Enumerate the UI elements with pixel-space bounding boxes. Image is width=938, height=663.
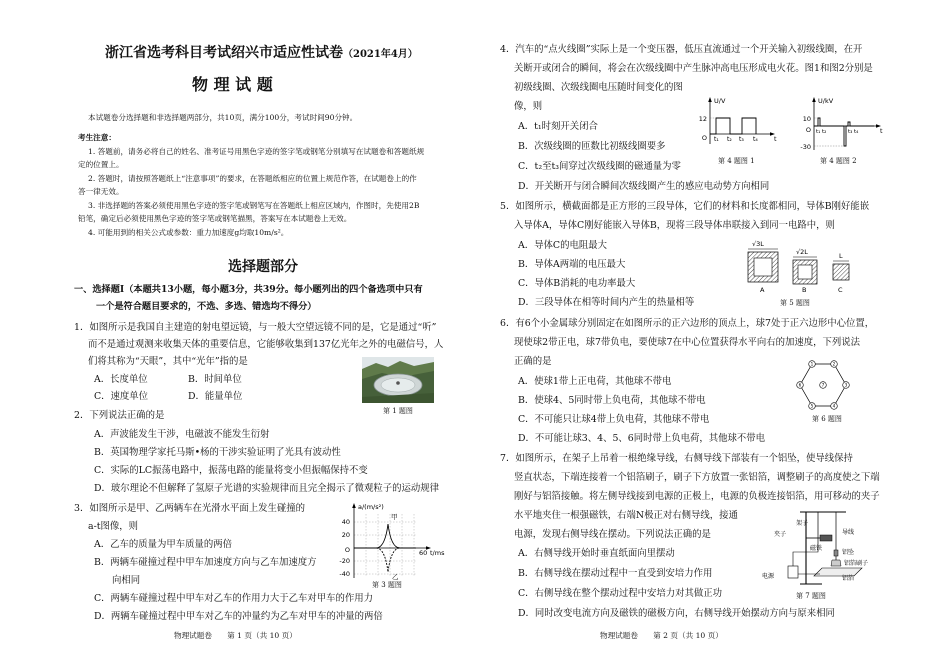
q4-g2-t2: t₂	[822, 129, 827, 135]
q5-label-c: C	[838, 286, 843, 294]
q6-option-d: D．不可能让球3、4、5、6同时带上负电荷，其他球不带电	[518, 433, 766, 444]
q6-stem: 6．有6个小金属球分别固定在如图所示的正六边形的顶点上，球7处于正六边形中心位置，	[500, 318, 875, 329]
q6-ball-6: 6	[798, 382, 802, 388]
q7-stem: 刚好与铝箔接触。将左侧导线接到电源的正极上，电源的负极连接铝箔，用可移动的夹子	[514, 491, 880, 502]
q4-g2-t1: t₁	[816, 129, 821, 135]
q3-option-d: D．两辆车碰撞过程中甲车对乙车的冲量约为乙车对甲车的冲量的两倍	[94, 611, 383, 622]
q7-label-wire: 导线	[842, 529, 855, 536]
note-line: 4. 可能用到的相关公式或参数：重力加速度g均取10m/s²。	[88, 228, 289, 237]
q7-option-b: B．右侧导线在摆动过程中一直受到安培力作用	[518, 568, 713, 579]
q4-g2-t3: t₃	[848, 129, 853, 135]
q6-hexagon	[794, 360, 852, 410]
q5-label-a: A	[760, 286, 765, 294]
q2-option-c: C．实际的LC振荡电路中，振荡电路的能量将变小但振幅保持不变	[94, 465, 368, 476]
note-line: 答一律无效。	[78, 187, 124, 196]
q5-dim-c: L	[839, 252, 843, 260]
q6-ball-5: 5	[810, 403, 814, 409]
q4-g1-tlabel: t	[774, 135, 777, 143]
q4-option-d: D．开关断开与闭合瞬间次级线圈产生的感应电动势方向相同	[518, 181, 770, 192]
q7-stem: 水平地夹住一根强磁铁，右端N极正对右侧导线，接通	[514, 510, 738, 521]
exam-title-text: 浙江省选考科目考试绍兴市适应性试卷	[105, 45, 343, 61]
q5-caption: 第 5 题图	[780, 299, 810, 307]
q7-apparatus	[762, 504, 880, 596]
q7-label-weight: 铝坠	[842, 549, 855, 556]
q6-ball-4: 4	[832, 403, 836, 409]
note-line: 2. 答题时，请按照答题纸上“注意事项”的要求，在答题纸相应的位置上规范作答，在试题卷上的作	[88, 174, 417, 183]
q5-option-d: D．三段导体在相等时间内产生的热量相等	[518, 297, 695, 308]
q4-g2-ytick-bot: -30	[800, 143, 811, 151]
q3-xtick: 60	[419, 549, 428, 557]
q4-g1-t4: t₄	[753, 136, 758, 143]
note-line: 定的位置上。	[78, 160, 124, 169]
q3-label-jia: 甲	[391, 513, 398, 521]
q5-label-b: B	[802, 286, 807, 294]
note-line: 铅笔，确定后必须使用黑色字迹的签字笔或钢笔描黑，答案写在本试题卷上无效。	[78, 214, 352, 223]
notes-heading: 考生注意：	[78, 133, 116, 142]
q7-option-d: D．同时改变电流方向及磁铁的磁极方向，右侧导线开始摆动方向与原来相同	[518, 608, 835, 619]
q2-option-a: A．声波能发生干涉，电磁波不能发生衍射	[94, 429, 270, 440]
q4-graph1	[694, 94, 780, 154]
exam-subject: 物 理 试 题	[192, 75, 273, 94]
q4-g1-ytick: 12	[698, 115, 707, 123]
q1-option-c: C．速度单位	[94, 391, 149, 402]
q7-label-source: 电源	[762, 573, 775, 580]
q3-stem: a-t图像，则	[88, 521, 139, 532]
q3-at-graph	[336, 500, 452, 580]
q4-g2-ylabel: U/kV	[818, 97, 834, 105]
q3-stem: 3．如图所示是甲、乙两辆车在光滑水平面上发生碰撞的	[74, 503, 305, 514]
q1-stem: 们将其称为“天眼”，其中“光年”指的是	[88, 356, 248, 367]
q2-stem: 2．下列说法正确的是	[74, 410, 165, 421]
q4-caption-1: 第 4 题图 1	[718, 157, 755, 165]
q7-option-c: C．右侧导线在整个摆动过程中安培力对其做正功	[518, 588, 723, 599]
q4-stem: 4．汽车的“点火线圈”实际上是一个变压器，低压直流通过一个开关输入初级线圈，在开	[500, 44, 863, 55]
exam-intro: 本试题卷分选择题和非选择题两部分，共10页，满分100分，考试时间90分钟。	[88, 113, 358, 122]
q6-ball-3: 3	[844, 382, 848, 388]
q3-ytick: -20	[339, 557, 350, 565]
q7-option-a: A．右侧导线开始时垂直纸面向里摆动	[518, 548, 675, 559]
q5-dim-a: √3L	[752, 240, 764, 248]
note-line: 3. 非选择题的答案必须使用黑色字迹的签字笔或钢笔写在答题纸上相应区域内，作图时，先使用2B	[88, 201, 420, 210]
q3-label-yi: 乙	[392, 573, 399, 580]
q4-g1-t2: t₂	[727, 136, 732, 143]
q3-ytick: 20	[341, 531, 350, 539]
q6-option-c: C．不可能只让球4带上负电荷，其他球不带电	[518, 414, 710, 425]
q1-option-d: D．能量单位	[188, 391, 243, 402]
q6-ball-2: 2	[832, 361, 836, 367]
q4-g2-tlabel: t	[880, 127, 883, 135]
q4-g2-ytick-top: 10	[802, 115, 811, 123]
note-line: 1. 答题前，请务必将自己的姓名、准考证号用黑色字迹的签字笔或钢笔分别填写在试题卷和答题纸规	[88, 147, 425, 156]
footer-right: 物理试题卷 第 2 页（共 10 页）	[600, 631, 723, 640]
q6-stem: 现使球2带正电，球7带负电，要使球7在中心位置获得水平向右的加速度，下列说法	[514, 337, 861, 348]
q4-g1-t1: t₁	[714, 136, 719, 143]
section-title: 选择题部分	[228, 259, 298, 275]
q1-option-b: B．时间单位	[188, 374, 242, 385]
q5-option-b: B．导体A两端的电压最大	[518, 259, 626, 270]
q1-stem: 而不是通过观测来收集天体的重要信息，它能够收集到137亿光年之外的电磁信号，人	[88, 339, 444, 350]
q2-option-d: D．玻尔理论不但解释了氢原子光谱的实验规律而且完全揭示了微观粒子的运动规律	[94, 483, 440, 494]
q5-conductors	[738, 238, 860, 298]
q1-stem: 1．如图所示是我国自主建造的射电望远镜，与一般大空望远镜不同的是，它是通过“听”	[74, 322, 437, 333]
q6-option-a: A．使球1带上正电荷，其他球不带电	[518, 376, 672, 387]
q5-option-c: C．导体B消耗的电功率最大	[518, 278, 636, 289]
q7-stem: 7．如图所示，在架子上吊着一根绝缘导线，右侧导线下部装有一个铝坠，使导线保持	[500, 453, 853, 464]
q6-ball-7: 7	[821, 382, 825, 388]
q2-option-b: B．英国物理学家托马斯•杨的干涉实验证明了光具有波动性	[94, 447, 341, 458]
q1-caption: 第 1 题图	[383, 407, 413, 415]
q7-label-magnet: 磁铁	[810, 545, 823, 552]
q3-option-c: C．两辆车碰撞过程中甲车对乙车的作用力大于乙车对甲车的作用力	[94, 593, 374, 604]
q3-origin: O	[344, 546, 350, 554]
part1-heading-cont: 一个是符合题目要求的，不选、多选、错选均不得分）	[96, 301, 317, 312]
q3-xlabel: t/ms	[430, 549, 445, 557]
exam-date: （2021年4月）	[343, 49, 418, 60]
q5-stem: 入导体A，导体C刚好能嵌入导体B，现将三段导体串联接入到同一电路中，则	[514, 220, 835, 231]
q4-g1-ylabel: U/V	[714, 97, 726, 105]
q4-stem: 像，则	[514, 101, 543, 112]
q4-option-a: A．t₁时刻开关闭合	[518, 121, 598, 132]
q4-option-b: B．次级线圈的匝数比初级线圈要多	[518, 141, 666, 152]
exam-title	[105, 44, 418, 64]
q4-graph2	[796, 94, 886, 154]
footer-left: 物理试题卷 第 1 页（共 10 页）	[174, 631, 297, 640]
q4-g2-t4: t₄	[854, 129, 859, 135]
q4-g1-origin: O	[701, 134, 707, 142]
q7-stem: 电源，发现右侧导线在摆动。下列说法正确的是	[514, 529, 711, 540]
q3-ytick: 40	[341, 518, 350, 526]
q7-label-frame: 架子	[796, 520, 809, 527]
q5-dim-b: √2L	[796, 248, 808, 256]
q7-label-foil: 铝箔	[842, 575, 855, 582]
q1-option-a: A．长度单位	[94, 374, 148, 385]
telescope-photo	[362, 357, 434, 403]
q4-stem: 初级线圈、次级线圈电压随时间变化的图	[514, 82, 683, 93]
q6-ball-1: 1	[810, 361, 814, 367]
q7-caption: 第 7 题图	[796, 592, 826, 600]
q4-caption-2: 第 4 题图 2	[820, 157, 857, 165]
q7-stem: 竖直状态，下端连接着一个铝箔刷子，刷子下方放置一张铝箔，调整刷子的高度使之下端	[514, 472, 880, 483]
q4-stem: 关断开或闭合的瞬间，将会在次级线圈中产生脉冲高电压形成电火花。图1和图2分别是	[514, 63, 873, 74]
q3-caption: 第 3 题图	[372, 581, 402, 589]
q4-option-c: C．t₂至t₃间穿过次级线圈的磁通量为零	[518, 161, 681, 172]
q7-label-brush: 铝箔刷子	[844, 560, 869, 567]
q6-option-b: B．使球4、5同时带上负电荷，其他球不带电	[518, 395, 706, 406]
q5-option-a: A．导体C的电阻最大	[518, 240, 607, 251]
q6-stem: 正确的是	[514, 356, 552, 367]
q3-ylabel: a/(m/s²)	[358, 503, 384, 511]
q3-ytick: -40	[339, 570, 350, 578]
q3-option-b-cont: 向相同	[112, 575, 141, 586]
part1-heading: 一、选择题Ⅰ（本题共13小题，每小题3分，共39分。每小题列出的四个备选项中只有	[74, 284, 423, 295]
q6-caption: 第 6 题图	[812, 415, 842, 423]
q5-stem: 5．如图所示，横截面都是正方形的三段导体，它们的材料和长度都相同，导体B刚好能嵌	[500, 201, 870, 212]
q3-option-b: B．两辆车碰撞过程中甲车加速度方向与乙车加速度方	[94, 557, 317, 568]
q3-option-a: A．乙车的质量为甲车质量的两倍	[94, 539, 233, 550]
q4-g2-origin: O	[805, 126, 811, 134]
q7-label-clip: 夹子	[774, 531, 787, 538]
q4-g1-t3: t₃	[739, 136, 744, 143]
